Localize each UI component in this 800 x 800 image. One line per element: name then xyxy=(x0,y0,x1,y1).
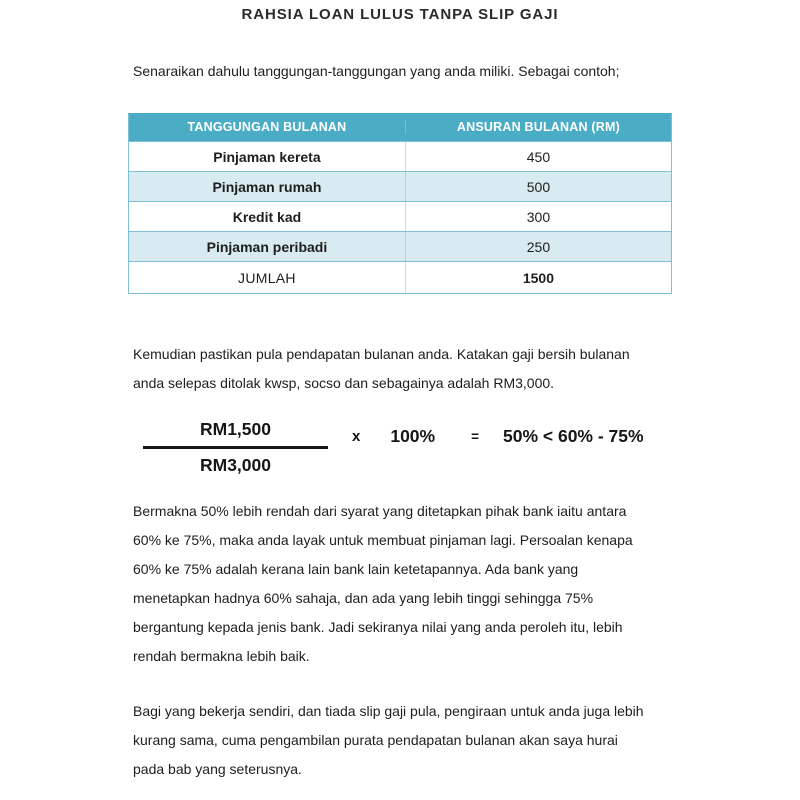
total-value: 1500 xyxy=(405,262,671,293)
self-employed-paragraph xyxy=(133,697,644,784)
table-row xyxy=(129,171,671,201)
fraction xyxy=(143,414,328,476)
text-line: bergantung kepada jenis bank. Jadi sekiranya nilai yang anda peroleh itu, lebih xyxy=(133,619,623,635)
text-line: 60% ke 75% adalah kerana lain bank lain ketetapannya. Ada bank yang xyxy=(133,561,579,577)
income-paragraph xyxy=(133,340,630,398)
row-value: 450 xyxy=(405,142,671,171)
row-label: Pinjaman kereta xyxy=(213,148,321,165)
table-header-ansuran: ANSURAN BULANAN (RM) xyxy=(405,120,671,134)
total-label: JUMLAH xyxy=(238,269,296,286)
table-total-row xyxy=(129,261,671,293)
text-line: kurang sama, cuma pengambilan purata pendapatan bulanan akan saya hurai xyxy=(133,732,618,748)
explanation-paragraph xyxy=(133,497,633,671)
fraction-numerator: RM1,500 xyxy=(143,414,328,449)
row-label: Pinjaman rumah xyxy=(212,178,322,195)
row-value: 250 xyxy=(405,232,671,261)
text-line: 60% ke 75%, maka anda layak untuk membuat pinjaman lagi. Persoalan kenapa xyxy=(133,532,633,548)
table-row xyxy=(129,231,671,261)
table-header-tanggungan: TANGGUNGAN BULANAN xyxy=(187,120,347,134)
obligations-table xyxy=(128,113,672,294)
page-title: RAHSIA LOAN LULUS TANPA SLIP GAJI xyxy=(241,6,559,23)
fraction-denominator: RM3,000 xyxy=(199,455,271,475)
text-line: Bermakna 50% lebih rendah dari syarat yang ditetapkan pihak bank iaitu antara xyxy=(133,503,627,519)
percent-operand: 100% xyxy=(390,425,436,446)
text-line: rendah bermakna lebih baik. xyxy=(133,648,310,664)
equals-sign: = xyxy=(471,428,479,444)
formula-result: 50% < 60% - 75% xyxy=(503,425,644,446)
multiply-sign: x xyxy=(352,427,361,445)
text-line: Bagi yang bekerja sendiri, dan tiada slip gaji pula, pengiraan untuk anda juga lebih xyxy=(133,703,644,719)
text-line: menetapkan hadnya 60% sahaja, dan ada yang lebih tinggi sehingga 75% xyxy=(133,590,594,606)
text-line: pada bab yang seterusnya. xyxy=(133,761,302,777)
row-label: Kredit kad xyxy=(232,208,302,225)
intro-paragraph: Senaraikan dahulu tanggungan-tanggungan yang anda miliki. Sebagai contoh; xyxy=(133,63,620,79)
table-header-row xyxy=(129,113,671,141)
text-line: Kemudian pastikan pula pendapatan bulanan anda. Katakan gaji bersih bulanan xyxy=(133,346,630,362)
row-label: Pinjaman peribadi xyxy=(206,238,328,255)
row-value: 300 xyxy=(405,202,671,231)
row-value: 500 xyxy=(405,172,671,201)
table-row xyxy=(129,201,671,231)
text-line: anda selepas ditolak kwsp, socso dan sebagainya adalah RM3,000. xyxy=(133,375,555,391)
ratio-formula xyxy=(143,414,644,476)
table-row xyxy=(129,141,671,171)
